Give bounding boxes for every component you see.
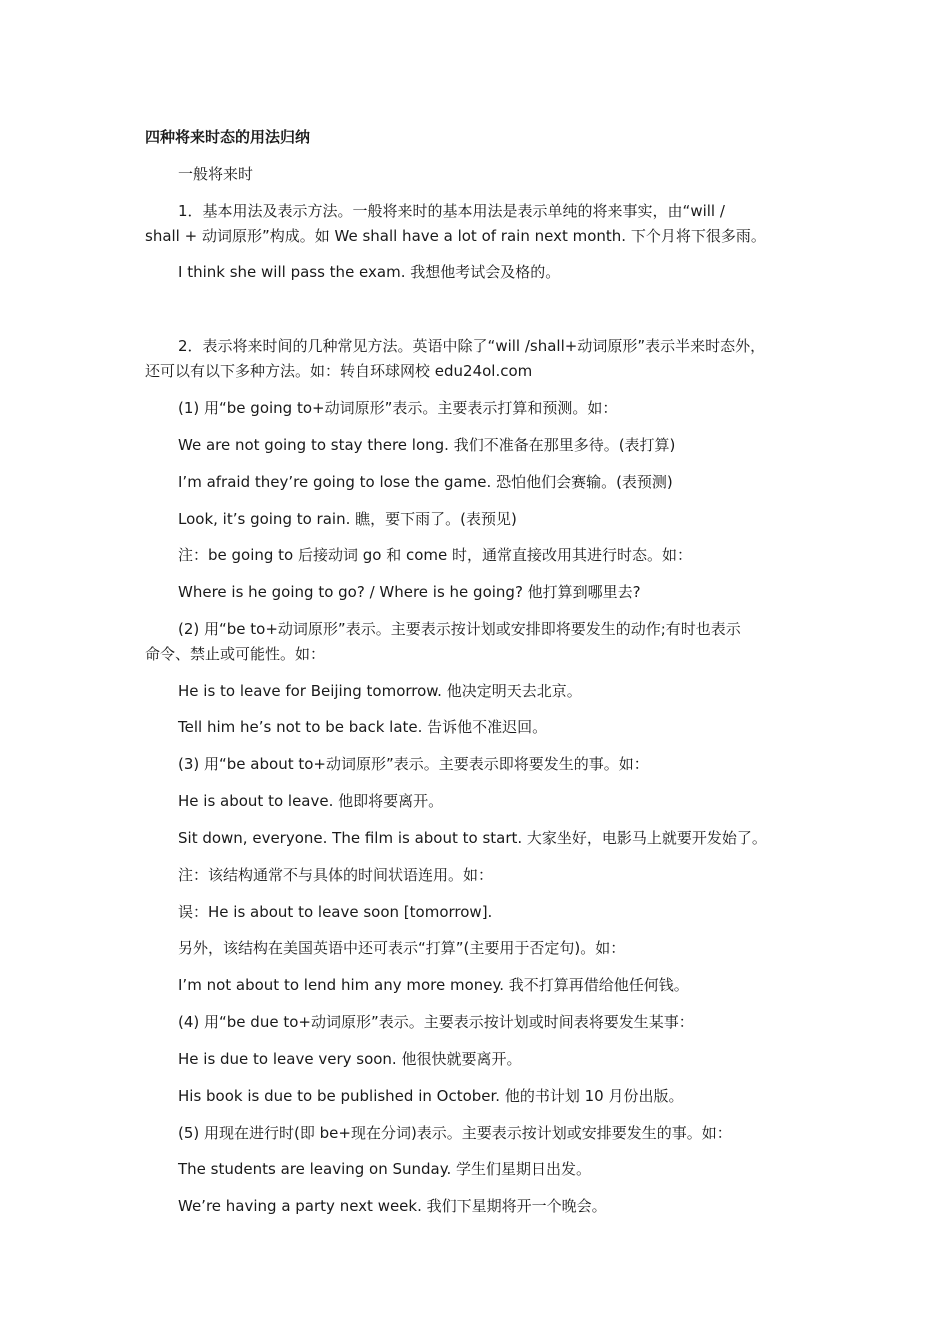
paragraph-line: Where is he going to go? / Where is he going? 他打算到哪里去? [178,583,641,601]
paragraph-line: We’re having a party next week. 我们下星期将开一个晚会。 [178,1197,607,1215]
paragraph-line: Look, it’s going to rain. 瞧，要下雨了。(表预见) [178,510,517,528]
paragraph-line: 注：be going to 后接动词 go 和 come 时，通常直接改用其进行时态。如： [178,546,693,564]
paragraph-line: I’m afraid they’re going to lose the game. 恐怕他们会赛输。(表预测) [178,473,673,491]
paragraph-line: He is about to leave. 他即将要离开。 [178,792,444,810]
paragraph-line: I’m not about to lend him any more money. 我不打算再借给他任何钱。 [178,976,689,994]
paragraph-line: (3) 用“be about to+动词原形”表示。主要表示即将要发生的事。如： [178,755,649,773]
paragraph-line: His book is due to be published in October. 他的书计划 10 月份出版。 [178,1087,684,1105]
paragraph-line: Tell him he’s not to be back late. 告诉他不准迟回。 [178,718,548,736]
paragraph-line: (2) 用“be to+动词原形”表示。主要表示按计划或安排即将要发生的动作;有时也表示 [178,620,741,638]
paragraph-line: He is to leave for Beijing tomorrow. 他决定明天去北京。 [178,682,582,700]
paragraph-line: shall + 动词原形”构成。如 We shall have a lot of rain next month. 下个月将下很多雨。 [145,227,766,245]
paragraph-line: (5) 用现在进行时(即 be+现在分词)表示。主要表示按计划或安排要发生的事。如： [178,1124,732,1142]
paragraph-line: The students are leaving on Sunday. 学生们星期日出发。 [178,1160,592,1178]
paragraph-line: 误：He is about to leave soon [tomorrow]. [178,903,493,921]
paragraph-line: Sit down, everyone. The film is about to start. 大家坐好，电影马上就要开发始了。 [178,829,767,847]
paragraph-line: We are not going to stay there long. 我们不准备在那里多待。(表打算) [178,436,676,454]
document-title: 四种将来时态的用法归纳 [145,128,311,146]
paragraph-line: 另外，该结构在美国英语中还可表示“打算”(主要用于否定句)。如： [178,939,626,957]
section-heading: 一般将来时 [178,165,254,183]
paragraph-line: I think she will pass the exam. 我想他考试会及格的。 [178,263,561,281]
paragraph-line: 命令、禁止或可能性。如： [145,645,326,663]
paragraph-line: He is due to leave very soon. 他很快就要离开。 [178,1050,522,1068]
paragraph-line: (4) 用“be due to+动词原形”表示。主要表示按计划或时间表将要发生某事： [178,1013,694,1031]
paragraph-line: 还可以有以下多种方法。如：转自环球网校 edu24ol.com [145,362,533,380]
paragraph-line: (1) 用“be going to+动词原形”表示。主要表示打算和预测。如： [178,399,618,417]
paragraph-line: 2．表示将来时间的几种常见方法。英语中除了“will /shall+动词原形”表示半来时态外， [178,337,766,355]
paragraph-line: 1．基本用法及表示方法。一般将来时的基本用法是表示单纯的将来事实，由“will / [178,202,725,220]
paragraph-line: 注：该结构通常不与具体的时间状语连用。如： [178,866,494,884]
